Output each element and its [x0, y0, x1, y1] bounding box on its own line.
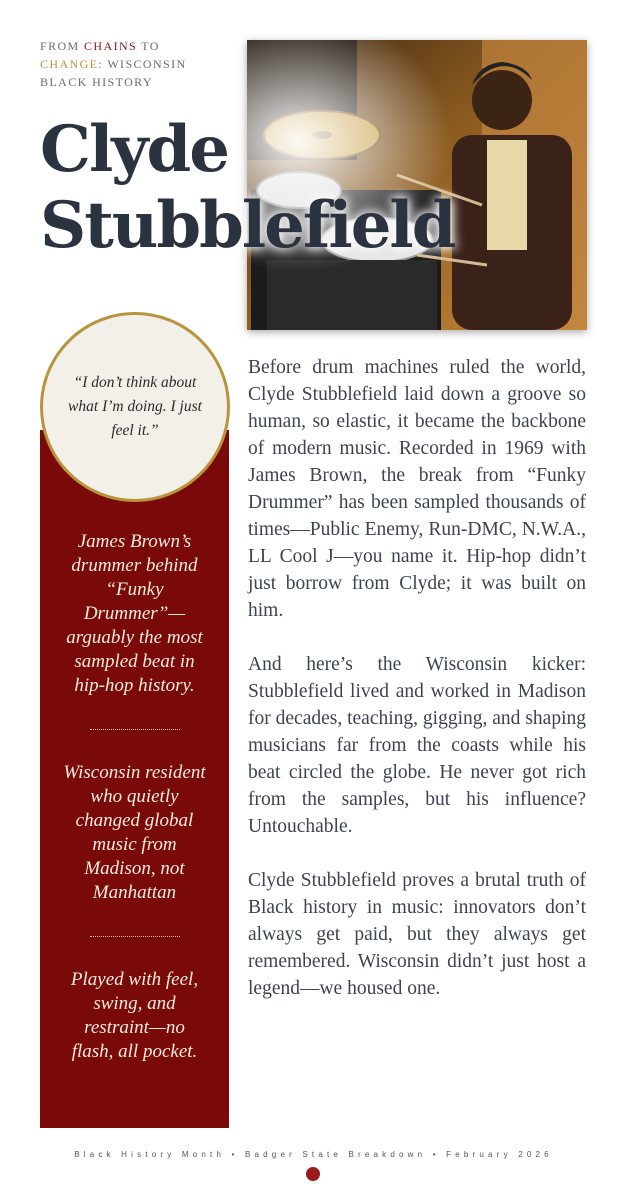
- fact-item: Played with feel, swing, and restraint—no flash, all pocket.: [70, 969, 199, 1062]
- body-paragraph: And here’s the Wisconsin kicker: Stubblefield lived and worked in Madison for decades, teaching, gigging, and shaping musicians far from the coasts while his beat circled the globe. He never got rich from the samples, but his influence? Untouchable.: [248, 654, 586, 837]
- series-part: FROM: [40, 39, 80, 53]
- body-paragraph: Clyde Stubblefield proves a brutal truth of Black history in music: innovators don’t always get paid, but they always get remembered. Wisconsin didn’t just host a legend—we housed one.: [248, 870, 586, 999]
- sidebar-facts-panel: [40, 430, 229, 1128]
- article-body: [248, 354, 586, 1029]
- body-paragraph: Before drum machines ruled the world, Clyde Stubblefield laid down a groove so human, so elastic, it became the backbone of modern music. Recorded in 1969 with James Brown, the break from “Funky Drummer” has been sampled thousands of times—Public Enemy, Run-DMC, N.W.A., LL Cool J—you name it. Hip-hop didn’t just borrow from Clyde; it was built on him.: [248, 357, 586, 621]
- series-part: TO: [141, 39, 160, 53]
- facts-list: [40, 530, 229, 1064]
- fact-item: Wisconsin resident who quietly changed global music from Madison, not Manhattan: [63, 762, 206, 903]
- title-line-2: Stubblefield: [40, 188, 455, 263]
- series-highlight-chains: CHAINS: [84, 39, 138, 53]
- footer-line: Black History Month • Badger State Breakdown • February 2026: [74, 1150, 553, 1159]
- series-highlight-change: CHANGE: [40, 57, 99, 71]
- quote-badge: [40, 312, 230, 502]
- page-title: [40, 112, 480, 264]
- pull-quote: “I don’t think about what I’m doing. I just feel it.”: [68, 374, 202, 439]
- title-line-1: Clyde: [40, 112, 228, 187]
- series-part: : WISCONSIN BLACK HISTORY: [40, 57, 187, 89]
- fact-divider: [90, 936, 180, 937]
- footer-logo-icon: [306, 1167, 320, 1181]
- fact-item: James Brown’s drummer behind “Funky Drummer”—arguably the most sampled beat in hip-hop history.: [66, 531, 203, 696]
- series-label: [40, 37, 210, 91]
- fact-divider: [90, 729, 180, 730]
